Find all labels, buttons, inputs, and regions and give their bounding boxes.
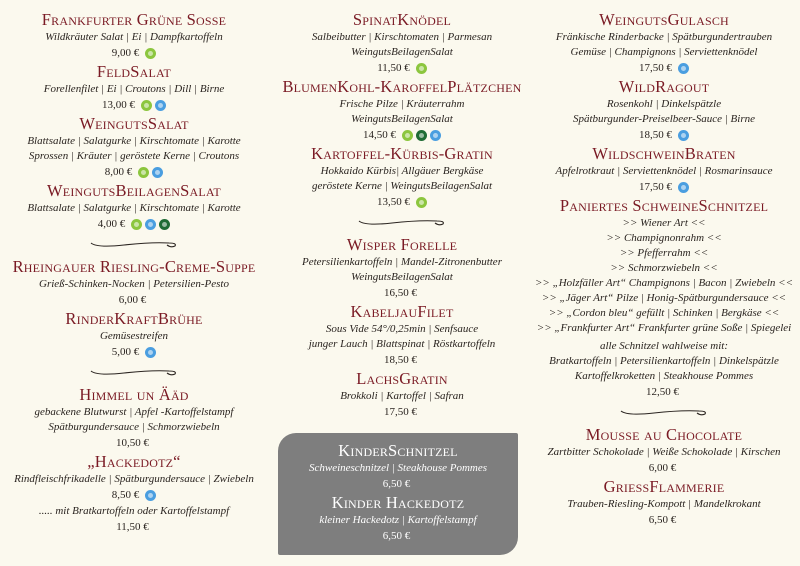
dish-description: Salbeibutter | Kirschtomaten | Parmesan <box>311 31 493 43</box>
dish-price: 16,50 € <box>384 287 417 299</box>
dish-description: Sous Vide 54°/0,25min | Senfsauce <box>325 323 479 335</box>
dish-griessflammerie <box>528 477 800 529</box>
dish-extra-option: ..... mit Bratkartoffeln oder Kartoffelstampf <box>38 505 230 517</box>
dish-description: Spätburgundersauce | Schmorzwiebeln <box>48 421 220 433</box>
dish-price-row <box>528 512 800 529</box>
vegan-icon <box>416 130 427 141</box>
dish-price-row <box>272 285 532 302</box>
vegetarian-icon <box>416 63 427 74</box>
kids-menu-box <box>278 433 518 555</box>
dish-price-row <box>0 292 268 309</box>
dish-description: Rindfleischfrikadelle | Spätburgundersauce | Zwiebeln <box>14 473 254 485</box>
flourish-divider-icon <box>89 239 179 249</box>
dish-price: 14,50 € <box>363 129 396 141</box>
dish-title: Kartoffel-Kürbis-Gratin <box>311 144 493 163</box>
dish-description: Gemüsestreifen <box>99 330 169 342</box>
lactose-free-icon <box>145 490 156 501</box>
dish-price-row <box>0 216 268 233</box>
lactose-free-icon <box>155 100 166 111</box>
dish-wisper-forelle <box>272 235 532 302</box>
dish-price: 11,50 € <box>377 62 410 74</box>
dish-hackedotz <box>0 452 268 536</box>
flourish-divider-icon <box>357 217 447 227</box>
dish-description: Rosenkohl | Dinkelspätzle <box>606 98 722 110</box>
dish-description: Brokkoli | Kartoffel | Safran <box>340 390 464 402</box>
dish-description: Grieß-Schinken-Nocken | Petersilien-Pesto <box>39 278 229 290</box>
dish-title: RinderKraftBrühe <box>65 309 203 328</box>
dish-title: Kinder Hackedotz <box>331 493 465 512</box>
dish-spinatknoedel <box>272 10 532 77</box>
dish-title: GriessFlammerie <box>603 477 725 496</box>
dish-price-row <box>272 60 532 77</box>
dish-title: „Hackedotz“ <box>87 452 181 471</box>
dish-title: WeingutsSalat <box>79 114 189 133</box>
menu-column-2 <box>272 10 532 421</box>
vegetarian-icon <box>145 48 156 59</box>
dish-description: Fränkische Rinderbacke | Spätburgundertrauben <box>555 31 773 43</box>
dish-price: 9,00 € <box>111 47 140 59</box>
vegetarian-icon <box>138 167 149 178</box>
dish-description: WeingutsBeilagenSalat <box>351 113 453 125</box>
dish-price: 8,50 € <box>111 489 140 501</box>
vegetarian-icon <box>131 219 142 230</box>
dish-price: 10,50 € <box>116 437 149 449</box>
schnitzel-variant: >> „Cordon bleu“ gefüllt | Schinken | Bergkäse << <box>548 307 780 319</box>
dish-description: Spätburgunder-Preiselbeer-Sauce | Birne <box>573 113 755 125</box>
dish-title: SpinatKnödel <box>352 10 452 29</box>
dish-price: 17,50 € <box>639 181 672 193</box>
flourish-divider-icon <box>619 407 709 417</box>
schnitzel-variant: >> „Frankfurter Art“ Frankfurter grüne Soße | Spiegelei <box>536 322 792 334</box>
dish-price: 6,00 € <box>648 462 677 474</box>
dish-description: Schweineschnitzel | Steakhouse Pommes <box>308 462 488 474</box>
dish-wildschweinbraten <box>528 144 800 196</box>
dish-title: WildRagout <box>618 77 710 96</box>
dish-himmel-un-aeaed <box>0 385 268 452</box>
dish-price-row <box>0 164 268 181</box>
dish-price: 18,50 € <box>384 354 417 366</box>
dish-price-row <box>0 487 268 504</box>
dish-title: KabeljauFilet <box>350 302 454 321</box>
dish-title: WeingutsBeilagenSalat <box>47 181 221 200</box>
dish-price: 6,50 € <box>382 530 411 542</box>
dish-title: LachsGratin <box>356 369 448 388</box>
dish-description: Frische Pilze | Kräuterrahm <box>339 98 465 110</box>
dish-price-row <box>528 460 800 477</box>
dish-title: Mousse au Chocolate <box>585 425 743 444</box>
sides-option: Bratkartoffeln | Petersilienkartoffeln | Dinkelspätzle <box>549 355 779 367</box>
dish-price-row <box>0 97 268 114</box>
dish-mousse-au-chocolate <box>528 425 800 477</box>
menu-column-3 <box>528 10 800 529</box>
dish-title: Paniertes SchweineSchnitzel <box>559 196 769 215</box>
dish-price-row <box>0 45 268 62</box>
dish-title: Wisper Forelle <box>346 235 458 254</box>
dish-price: 6,00 € <box>118 294 147 306</box>
dish-price-row <box>272 127 532 144</box>
sides-label: alle Schnitzel wahlweise mit: <box>599 340 728 352</box>
dish-description: WeingutsBeilagenSalat <box>351 271 453 283</box>
dish-price-row <box>528 179 800 196</box>
dish-kinderschnitzel <box>278 441 518 493</box>
dish-description: geröstete Kerne | WeingutsBeilagenSalat <box>311 180 493 192</box>
lactose-free-icon <box>678 63 689 74</box>
dish-lachsgratin <box>272 369 532 421</box>
dish-rinderkraftbruehe <box>0 309 268 361</box>
lactose-free-icon <box>678 130 689 141</box>
dish-price-row <box>0 435 268 452</box>
schnitzel-variant: >> Schmorzwiebeln << <box>610 262 718 274</box>
dish-price-row <box>272 352 532 369</box>
dish-title: Rheingauer Riesling-Creme-Suppe <box>12 257 256 276</box>
dish-price: 4,00 € <box>97 218 126 230</box>
dish-price: 13,00 € <box>102 99 135 111</box>
schnitzel-variant: >> Pfefferrahm << <box>619 247 709 259</box>
dish-price: 17,50 € <box>384 406 417 418</box>
dish-description: Gemüse | Champignons | Serviettenknödel <box>570 46 758 58</box>
lactose-free-icon <box>678 182 689 193</box>
schnitzel-variant: >> „Jäger Art“ Pilze | Honig-Spätburgundersauce << <box>541 292 787 304</box>
dish-description: gebackene Blutwurst | Apfel -Kartoffelstampf <box>34 406 234 418</box>
dish-description: kleiner Hackedotz | Kartoffelstampf <box>319 514 477 526</box>
dish-price-row <box>0 344 268 361</box>
dish-title: FeldSalat <box>96 62 172 81</box>
dish-price-row <box>278 528 518 545</box>
dish-price-row <box>272 404 532 421</box>
dish-weingutsbeilagensalat <box>0 181 268 233</box>
dish-price-row <box>278 476 518 493</box>
dish-title: WildschweinBraten <box>592 144 736 163</box>
schnitzel-variant: >> Wiener Art << <box>622 217 706 229</box>
vegetarian-icon <box>416 197 427 208</box>
dish-price-row <box>528 127 800 144</box>
dish-title: KinderSchnitzel <box>338 441 458 460</box>
dish-price-row <box>528 60 800 77</box>
dish-description: Sprossen | Kräuter | geröstete Kerne | Croutons <box>28 150 240 162</box>
dish-description: Apfelrotkraut | Serviettenknödel | Rosmarinsauce <box>555 165 773 177</box>
dish-price-row <box>272 194 532 211</box>
dish-title: Himmel un Ääd <box>79 385 189 404</box>
dish-kartoffel-kuerbis-gratin <box>272 144 532 211</box>
vegan-icon <box>159 219 170 230</box>
dish-weingutsgulasch <box>528 10 800 77</box>
dish-title: WeingutsGulasch <box>599 10 729 29</box>
dish-price: 5,00 € <box>111 346 140 358</box>
lactose-free-icon <box>145 219 156 230</box>
dish-kabeljaufilet <box>272 302 532 369</box>
sides-option: Kartoffelkroketten | Steakhouse Pommes <box>574 370 754 382</box>
lactose-free-icon <box>152 167 163 178</box>
dish-price: 12,50 € <box>646 386 679 398</box>
dish-blumenkohl-plaetzchen <box>272 77 532 144</box>
dish-price: 13,50 € <box>377 196 410 208</box>
dish-description: Petersilienkartoffeln | Mandel-Zitronenbutter <box>302 256 502 268</box>
vegetarian-icon <box>141 100 152 111</box>
dish-extra-price: 11,50 € <box>116 521 149 533</box>
dish-description: Wildkräuter Salat | Ei | Dampfkartoffeln <box>45 31 223 43</box>
dish-description: Blattsalate | Salatgurke | Kirschtomate | Karotte <box>27 135 241 147</box>
dish-description: junger Lauch | Blattspinat | Röstkartoffeln <box>308 338 496 350</box>
dish-feldsalat <box>0 62 268 114</box>
dish-description: Forellenfilet | Ei | Croutons | Dill | Birne <box>43 83 225 95</box>
dish-paniertes-schweineschnitzel <box>528 196 800 401</box>
lactose-free-icon <box>430 130 441 141</box>
dish-riesling-creme-suppe <box>0 257 268 309</box>
dish-description: Trauben-Riesling-Kompott | Mandelkrokant <box>567 498 761 510</box>
flourish-divider-icon <box>89 367 179 377</box>
dish-price: 6,50 € <box>648 514 677 526</box>
menu-column-1 <box>0 10 268 536</box>
dish-price: 18,50 € <box>639 129 672 141</box>
dish-description: WeingutsBeilagenSalat <box>351 46 453 58</box>
dish-price: 6,50 € <box>382 478 411 490</box>
vegetarian-icon <box>402 130 413 141</box>
schnitzel-variant: >> Champignonrahm << <box>606 232 722 244</box>
dish-kinder-hackedotz <box>278 493 518 545</box>
dish-description: Zartbitter Schokolade | Weiße Schokolade | Kirschen <box>547 446 781 458</box>
dish-wildragout <box>528 77 800 144</box>
dish-extra-price-row <box>0 519 268 536</box>
dish-weingutssalat <box>0 114 268 181</box>
lactose-free-icon <box>145 347 156 358</box>
dish-description: Blattsalate | Salatgurke | Kirschtomate | Karotte <box>27 202 241 214</box>
schnitzel-variant: >> „Holzfäller Art“ Champignons | Bacon | Zwiebeln << <box>535 277 793 289</box>
dish-price-row <box>528 384 800 401</box>
dish-title: Frankfurter Grüne Sosse <box>41 10 227 29</box>
dish-price: 8,00 € <box>104 166 133 178</box>
dish-title: BlumenKohl-KaroffelPlätzchen <box>282 77 522 96</box>
dish-price: 17,50 € <box>639 62 672 74</box>
dish-frankfurter-gruene-sosse <box>0 10 268 62</box>
dish-description: Hokkaido Kürbis| Allgäuer Bergkäse <box>320 165 484 177</box>
